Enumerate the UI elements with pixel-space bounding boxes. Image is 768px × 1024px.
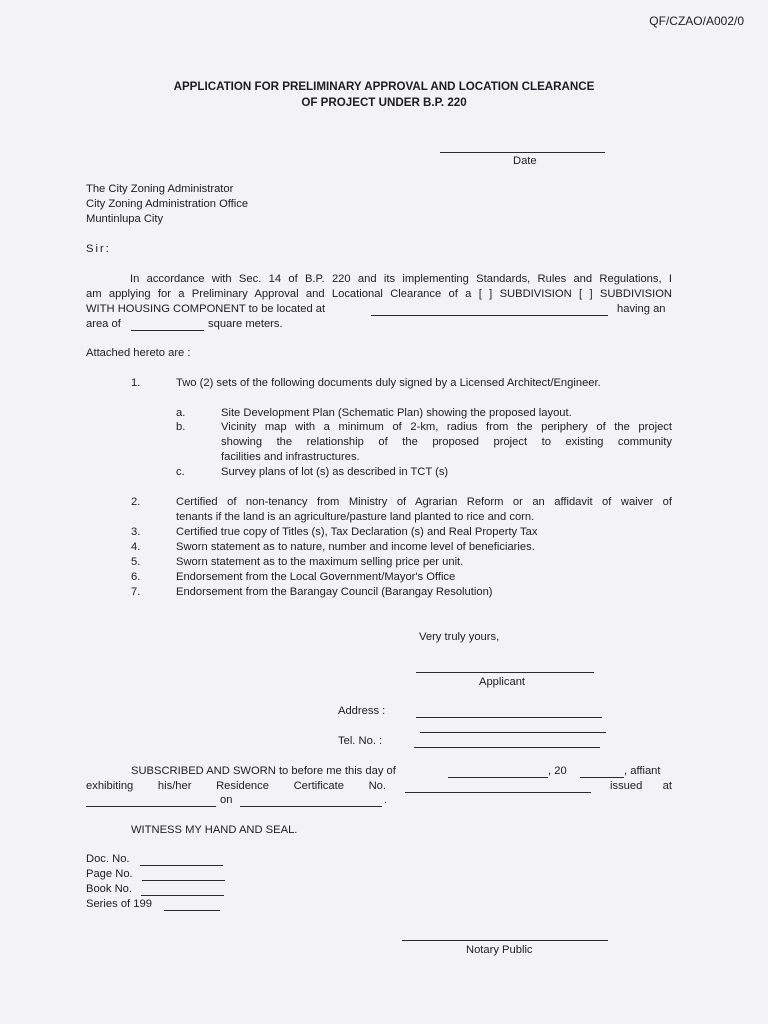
item-5-number: 5.: [131, 556, 141, 568]
sub-item-b-line-2: showing the relationship of the proposed project to existing community: [221, 436, 672, 448]
residence-cert-field-line[interactable]: [405, 792, 591, 793]
addressee-line-3: Muntinlupa City: [86, 213, 164, 225]
notary-label: Notary Public: [466, 944, 533, 956]
sworn-line-2-start: exhibiting his/her Residence Certificate No.: [86, 780, 386, 792]
item-7-text: Endorsement from the Barangay Council (Barangay Resolution): [176, 586, 493, 598]
addressee-line-2: City Zoning Administration Office: [86, 198, 249, 210]
sub-item-b-line-1: Vicinity map with a minimum of 2-km, radius from the periphery of the project: [221, 421, 672, 433]
address-field-line-1[interactable]: [416, 717, 602, 718]
form-code: QF/CZAO/A002/0: [649, 14, 744, 28]
area-field-line[interactable]: [131, 330, 204, 331]
sub-item-b-letter: b.: [176, 421, 186, 433]
item-1-number: 1.: [131, 377, 141, 389]
applicant-label: Applicant: [479, 676, 526, 688]
item-7-number: 7.: [131, 586, 141, 598]
addressee-line-1: The City Zoning Administrator: [86, 183, 234, 195]
issued-on-field-line[interactable]: [240, 806, 382, 807]
address-label: Address :: [338, 705, 386, 717]
sub-item-b-line-3: facilities and infrastructures.: [221, 451, 360, 463]
sworn-line-3-end: .: [384, 794, 388, 806]
title-line-2: OF PROJECT UNDER B.P. 220: [301, 96, 467, 109]
page-no-field-line[interactable]: [142, 880, 225, 881]
sworn-line-2-end: issued at: [610, 780, 672, 792]
doc-no-field-line[interactable]: [140, 865, 223, 866]
salutation: Sir:: [86, 243, 111, 255]
intro-line-2: am applying for a Preliminary Approval and Locational Clearance of a [ ] SUBDIVISION [ ] SUBDIVISION: [86, 288, 672, 300]
intro-line-4-start: area of: [86, 318, 121, 330]
book-no-label: Book No.: [86, 883, 133, 895]
sub-item-a-letter: a.: [176, 407, 186, 419]
item-2-line-1: Certified of non-tenancy from Ministry of Agrarian Reform or an affidavit of waiver of: [176, 496, 672, 508]
title-line-1: APPLICATION FOR PRELIMINARY APPROVAL AND LOCATION CLEARANCE: [173, 80, 595, 93]
intro-line-4-end: square meters.: [208, 318, 283, 330]
address-field-line-2[interactable]: [420, 732, 606, 733]
applicant-signature-line[interactable]: [416, 672, 594, 673]
tel-label: Tel. No. :: [338, 735, 383, 747]
item-2-line-2: tenants if the land is an agriculture/pasture land planted to rice and corn.: [176, 511, 535, 523]
item-4-number: 4.: [131, 541, 141, 553]
location-field-line[interactable]: [371, 315, 608, 316]
sworn-day-field-line[interactable]: [448, 777, 548, 778]
item-6-text: Endorsement from the Local Government/Mayor's Office: [176, 571, 456, 583]
attached-label: Attached hereto are :: [86, 347, 191, 359]
sub-item-a-text: Site Development Plan (Schematic Plan) showing the proposed layout.: [221, 407, 572, 419]
sub-item-c-letter: c.: [176, 466, 185, 478]
item-6-number: 6.: [131, 571, 141, 583]
closing: Very truly yours,: [419, 631, 500, 643]
intro-line-3-start: WITH HOUSING COMPONENT to be located at: [86, 303, 326, 315]
witness-statement: WITNESS MY HAND AND SEAL.: [131, 824, 298, 836]
doc-no-label: Doc. No.: [86, 853, 130, 865]
series-field-line[interactable]: [164, 910, 220, 911]
issued-at-field-line[interactable]: [86, 806, 216, 807]
book-no-field-line[interactable]: [141, 895, 224, 896]
notary-signature-line[interactable]: [402, 940, 608, 941]
item-3-text: Certified true copy of Titles (s), Tax Declaration (s) and Real Property Tax: [176, 526, 538, 538]
sworn-year-field-line[interactable]: [580, 777, 624, 778]
sworn-line-1-start: SUBSCRIBED AND SWORN to before me this day of: [131, 765, 396, 777]
item-2-number: 2.: [131, 496, 141, 508]
item-1-text: Two (2) sets of the following documents duly signed by a Licensed Architect/Engineer.: [176, 377, 601, 389]
series-label: Series of 199: [86, 898, 152, 910]
sworn-line-1-end: , affiant: [624, 765, 661, 777]
intro-line-3-end: having an: [617, 303, 666, 315]
sub-item-c-text: Survey plans of lot (s) as described in TCT (s): [221, 466, 449, 478]
sworn-line-1-year: , 20: [548, 765, 567, 777]
intro-line-1: In accordance with Sec. 14 of B.P. 220 and its implementing Standards, Rules and Regulations, I: [130, 273, 672, 285]
item-4-text: Sworn statement as to nature, number and income level of beneficiaries.: [176, 541, 535, 553]
date-field-line[interactable]: [440, 152, 605, 153]
sworn-line-3-on: on: [220, 794, 233, 806]
page-no-label: Page No.: [86, 868, 133, 880]
item-3-number: 3.: [131, 526, 141, 538]
item-5-text: Sworn statement as to the maximum selling price per unit.: [176, 556, 464, 568]
date-label: Date: [513, 155, 537, 167]
tel-field-line[interactable]: [414, 747, 600, 748]
